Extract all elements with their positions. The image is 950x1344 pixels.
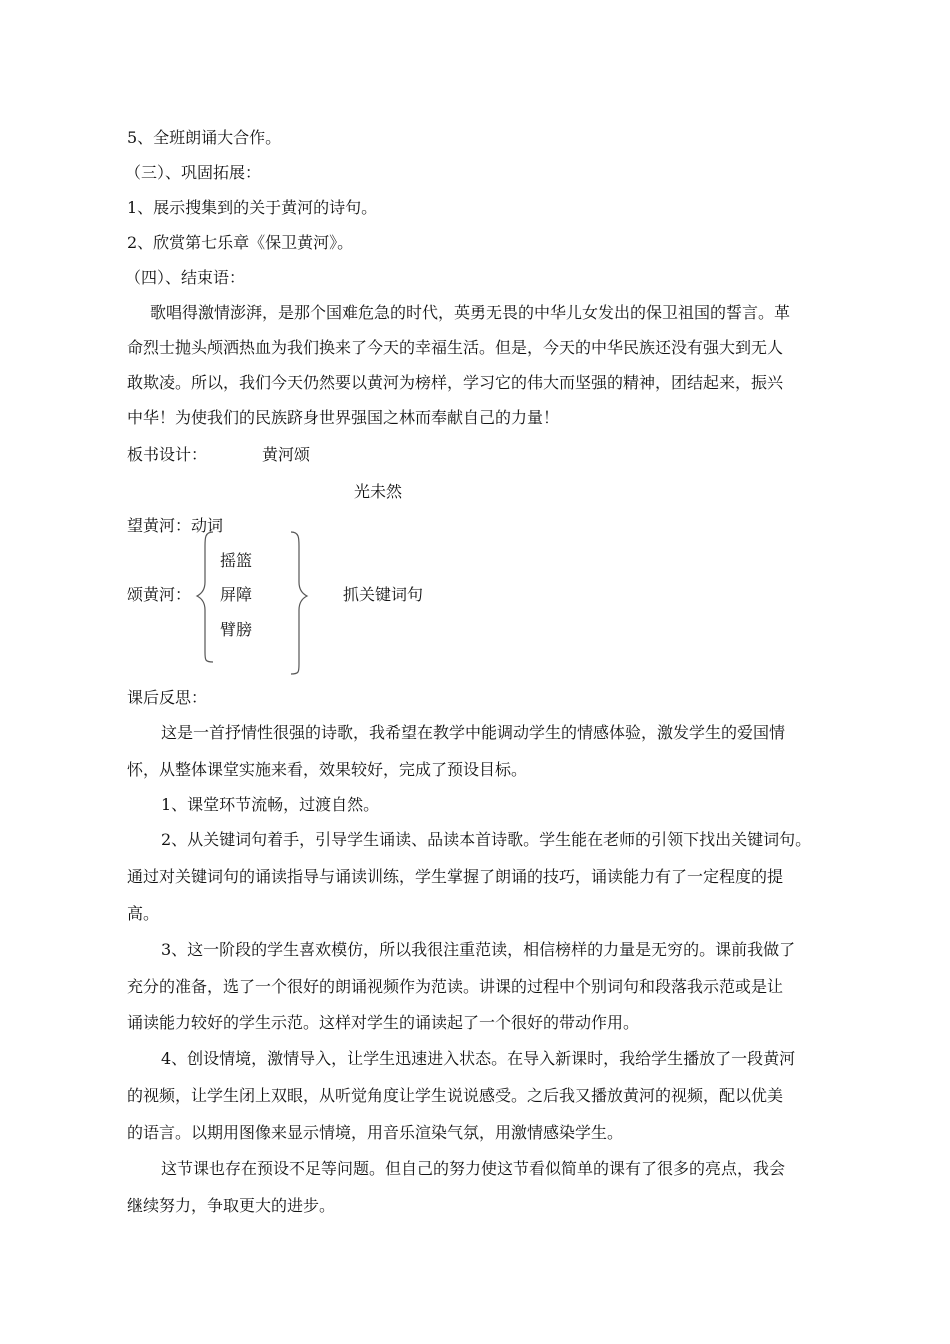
paragraph-line: 通过对关键词句的诵读指导与诵读训练，学生掌握了朗诵的技巧，诵读能力有了一定程度的提 [127,867,784,886]
list-item-5: 5、全班朗诵大合作。 [127,128,282,147]
brace-diagram [195,528,310,678]
paragraph-line: 4、创设情境，激情导入，让学生迅速进入状态。在导入新课时，我给学生播放了一段黄河 [161,1049,796,1068]
paragraph-line: 命烈士抛头颅洒热血为我们换来了今天的幸福生活。但是，今天的中华民族还没有强大到无人 [127,338,784,357]
paragraph-line: 怀，从整体课堂实施来看，效果较好，完成了预设目标。 [127,760,528,779]
paragraph-line: 歌唱得激情澎湃，是那个国难危急的时代，英勇无畏的中华儿女发出的保卫祖国的誓言。革 [150,303,791,322]
paragraph-line: 高。 [127,904,160,923]
board-right-label: 抓关键词句 [343,585,424,604]
paragraph-line: 中华！为使我们的民族跻身世界强国之林而奉献自己的力量！ [127,408,560,427]
paragraph-line: 诵读能力较好的学生示范。这样对学生的诵读起了一个很好的带动作用。 [127,1013,640,1032]
paragraph-line: 3、这一阶段的学生喜欢模仿，所以我很注重范读，相信榜样的力量是无穷的。课前我做了 [161,940,796,959]
paragraph-line: 这节课也存在预设不足等问题。但自己的努力使这节看似简单的课有了很多的亮点，我会 [161,1159,786,1178]
left-brace [197,532,213,662]
board-item: 摇篮 [220,551,253,570]
paragraph-line: 充分的准备，选了一个很好的朗诵视频作为范读。讲课的过程中个别词句和段落我示范或是让 [127,977,784,996]
paragraph-line: 继续努力，争取更大的进步。 [127,1196,336,1215]
right-brace [291,532,307,674]
paragraph-line: 敢欺凌。所以，我们今天仍然要以黄河为榜样，学习它的伟大而坚强的精神，团结起来，振兴 [127,373,784,392]
board-author: 光未然 [354,482,403,501]
board-label: 板书设计： [127,445,208,464]
paragraph-line: 的语言。以期用图像来显示情境，用音乐渲染气氛，用激情感染学生。 [127,1123,624,1142]
board-row-praise-label: 颂黄河： [127,585,192,604]
section-heading-3: （三）、巩固拓展： [125,163,262,182]
board-title: 黄河颂 [262,445,311,464]
list-item-1: 1、展示搜集到的关于黄河的诗句。 [127,198,378,217]
reflection-heading: 课后反思： [127,688,208,707]
section-heading-4: （四）、结束语： [125,268,246,287]
paragraph-line: 1、课堂环节流畅，过渡自然。 [161,795,380,814]
paragraph-line: 2、从关键词句着手，引导学生诵读、品读本首诗歌。学生能在老师的引领下找出关键词句。 [161,830,812,849]
board-item: 屏障 [220,585,253,604]
paragraph-line: 这是一首抒情性很强的诗歌，我希望在教学中能调动学生的情感体验，激发学生的爱国情 [161,723,786,742]
list-item-2: 2、欣赏第七乐章《保卫黄河》。 [127,233,354,252]
board-row-view: 望黄河：动词 [127,516,224,535]
paragraph-line: 的视频，让学生闭上双眼，从听觉角度让学生说说感受。之后我又播放黄河的视频，配以优美 [127,1086,784,1105]
board-item: 臂膀 [220,620,253,639]
